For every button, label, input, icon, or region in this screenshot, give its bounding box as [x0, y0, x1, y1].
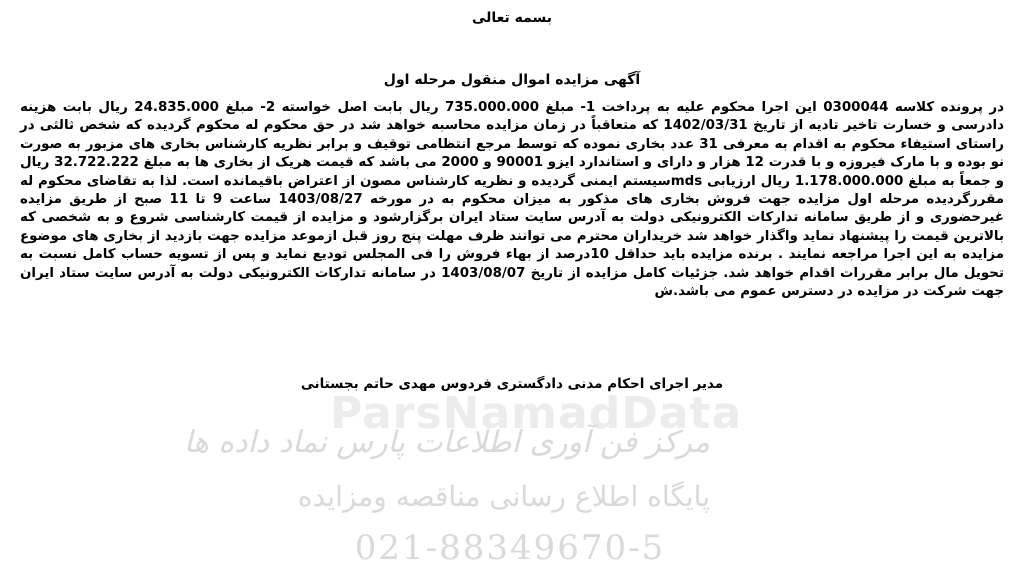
basmala-heading: بسمه تعالی — [471, 10, 553, 26]
watermark-phone: 021-88349670-5 — [354, 528, 666, 568]
notice-title: آگهی مزایده اموال منقول مرحله اول — [383, 72, 641, 88]
watermark-portal-line: پایگاه اطلاع رسانی مناقصه ومزایده — [297, 480, 710, 513]
notice-body: در پرونده کلاسه 0300044 این اجرا محکوم علیه به پرداخت 1- مبلغ 735.000.000 ریال بابت اصل خواسته 2- مبلغ 24.835.000 ریال بابت هزینه دادرسی و خسارت تاخیر تادیه از تاریخ 1402/03/31 که متعاقباً در زمان مزایده محاسبه خواهد شد در حق محکوم له محکوم گردیده که شخص ثالثی در راستای استیفاء محکوم به اقدام به معرفی 31 عدد بخاری نموده که توسط مرجع انتظامی توقیف و برابر نظریه کارشناس بخاری های مزبور به صورت نو بوده و با مارک فیروزه و با قدرت 12 هزار و دارای و استاندارد ایزو 90001 و 2000 می باشد که قیمت هریک از بخاری ها به مبلغ 32.722.222 ریال و جمعاً به مبلغ 1.178.000.000 ریال ارزیابی mdsسیستم ایمنی گردیده و نظریه کارشناس مصون از اعتراض باقیمانده است. لذا به تقاضای محکوم له مقررگردیده مرحله اول مزایده جهت فروش بخاری های مذکور به میزان محکوم به در مورخه 1403/08/27 ساعت 9 تا 11 صبح از طریق مزایده غیرحضوری و از طریق سامانه تدارکات الکترونیکی دولت به آدرس سایت ستاد ایران برگزارشود و مزایده از قیمت کارشناسی شروع و به شخصی که بالاترین قیمت را پیشنهاد نماید واگذار خواهد شد خریداران محترم می توانند ظرف مهلت پنج روز قبل ازموعد مزایده جهت بازدید از بخاری های موضوع مزایده به این اجرا مراجعه نمایند . برنده مزایده باید حداقل 10درصد از بهاء فروش را فی المجلس تودیع نماید و پس از تسویه حساب کامل نسبت به تحویل مال برابر مقررات اقدام خواهد شد. جزئیات کامل مزایده از تاریخ 1403/08/07 در سامانه تدارکات الکترونیکی دولت به آدرس سایت ستاد ایران جهت شرکت در مزایده در دسترس عموم می باشد.ش — [20, 100, 1005, 300]
signature-line: مدیر اجرای احکام مدنی دادگستری فردوس مهدی حاتم بجستانی — [300, 376, 724, 392]
watermark-company-line: مرکز فن آوری اطلاعات پارس نماد داده ها — [183, 425, 710, 460]
watermark-latin: ParsNamadData — [330, 388, 743, 439]
